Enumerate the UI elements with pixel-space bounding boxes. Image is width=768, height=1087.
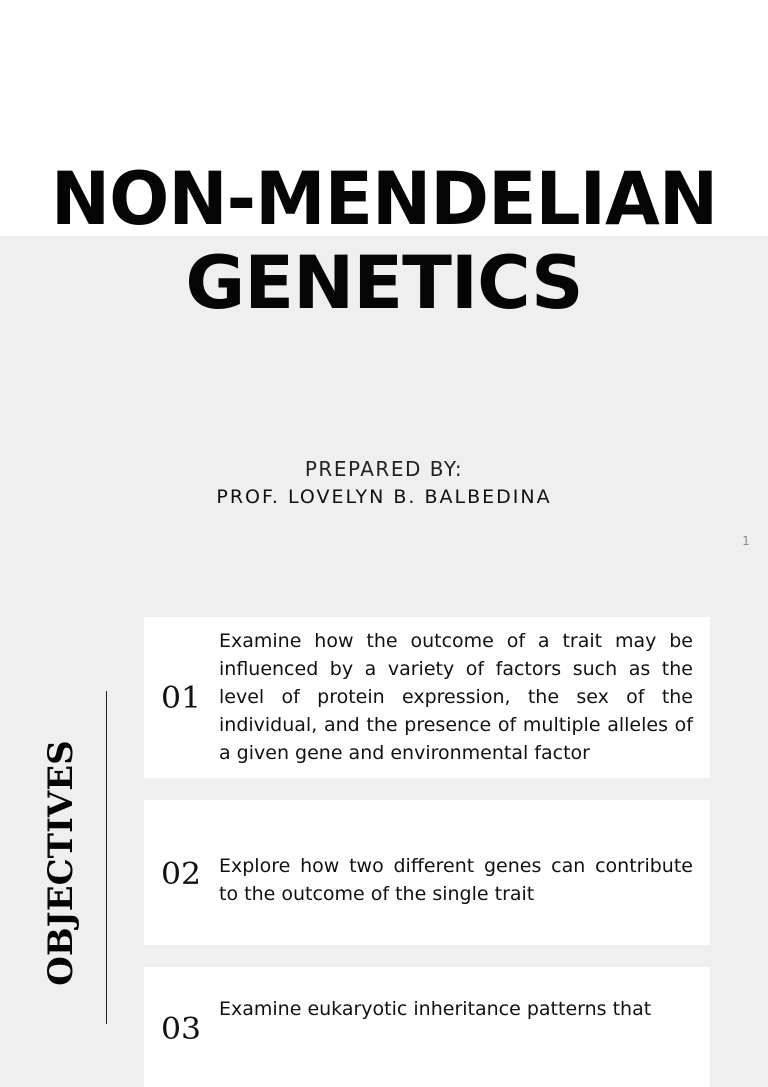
objective-card-2: [144, 800, 710, 945]
objectives-divider: [106, 691, 107, 1024]
prepared-by-label: PREPARED BY:: [304, 457, 464, 481]
objective-number-1: 01: [160, 681, 202, 716]
author-name: PROF. LOVELYN B. BALBEDINA: [216, 486, 552, 508]
slide-title-line-2: GENETICS: [185, 241, 583, 326]
slide-title-line-1: NON-MENDELIAN: [50, 157, 718, 242]
slide-title: [0, 158, 768, 326]
objective-number-2: 02: [160, 857, 202, 892]
objectives-heading: OBJECTIVES: [41, 740, 81, 986]
objective-number-3: 03: [160, 1012, 202, 1047]
objective-text-1: Examine how the outcome of a trait may be influenced by a variety of factors such as the level of protein expression, the sex of the individual, and the presence of multiple alleles of a given gene and environmental factor: [219, 630, 693, 764]
objective-card-1: [144, 617, 710, 778]
objective-text-2: Explore how two different genes can contribute to the outcome of the single trait: [219, 855, 693, 905]
page-number: 1: [742, 534, 750, 548]
objective-card-3: [144, 967, 710, 1087]
objective-text-3: Examine eukaryotic inheritance patterns that: [219, 998, 652, 1020]
